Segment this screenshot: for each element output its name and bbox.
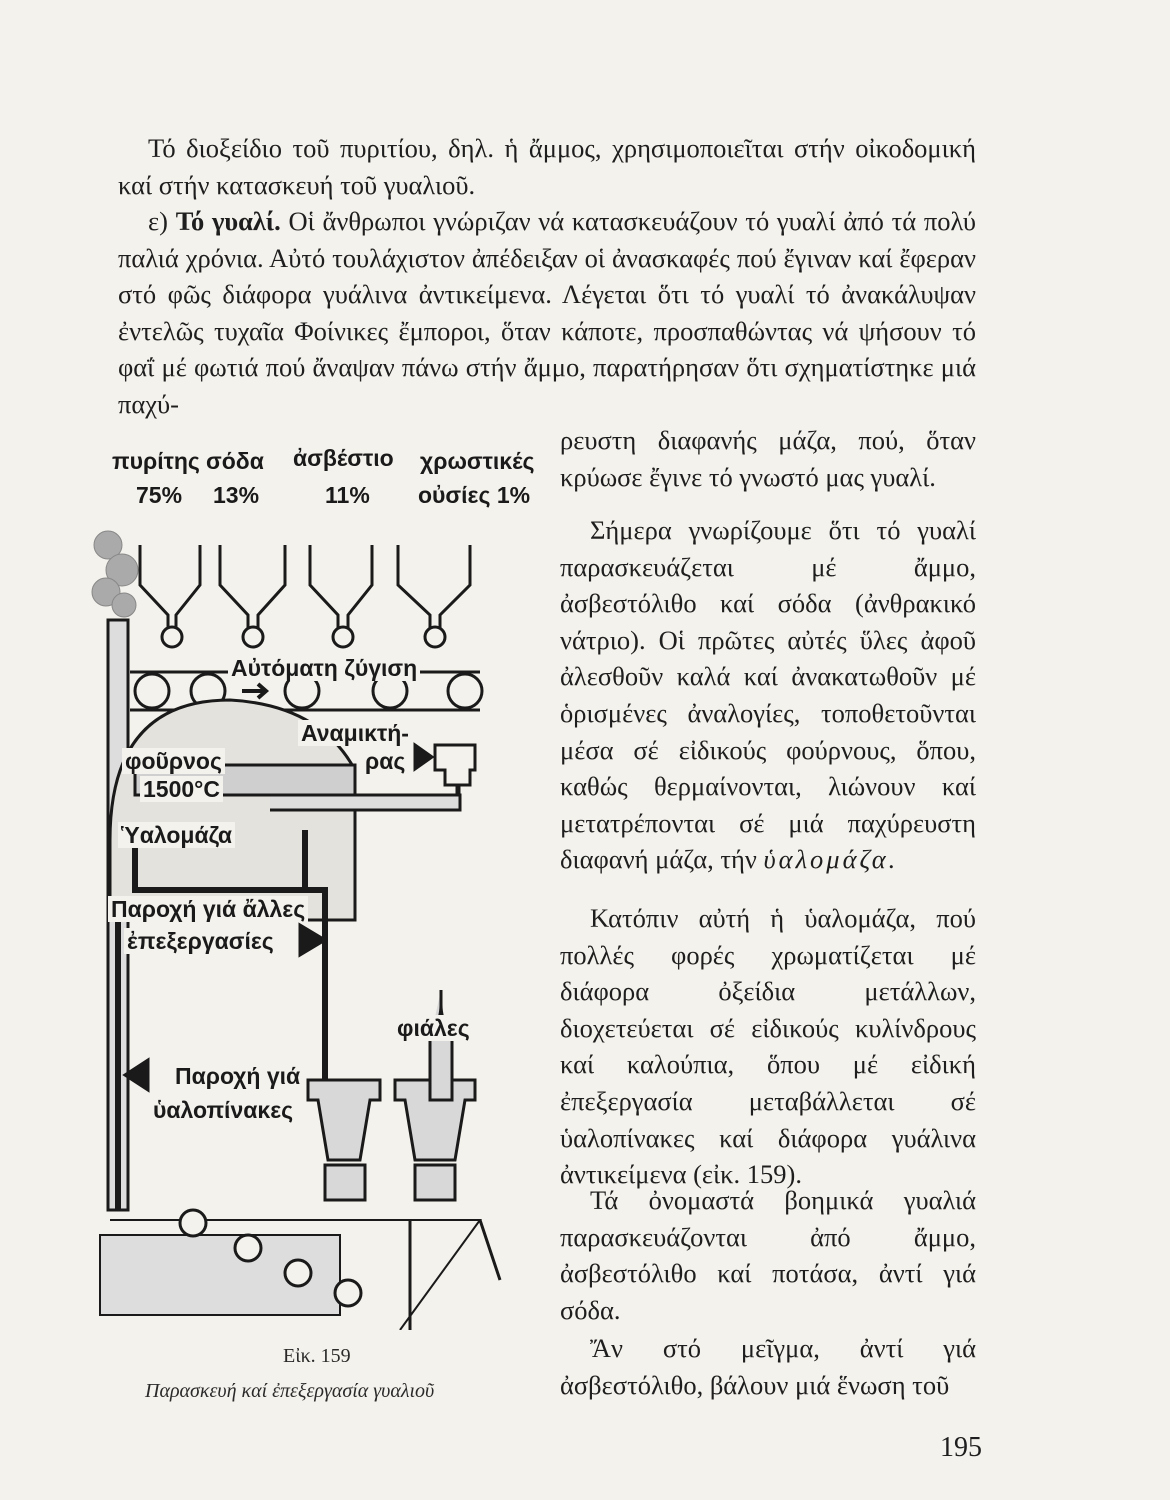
label-lime-pct: 11% bbox=[325, 482, 370, 508]
label-colorants: χρωστικές bbox=[420, 448, 535, 474]
hopper-lime bbox=[310, 545, 372, 647]
label-mixer-line1: Αναμικτή- bbox=[298, 720, 412, 746]
label-colorants-pct: οὐσίες 1% bbox=[418, 482, 531, 508]
label-soda-pct: 13% bbox=[213, 482, 260, 508]
paragraph-glass-history-end: ρευστη διαφανής μάζα, πού, ὅταν κρύωσε ἔγινε τό γνωστό μας γυαλί. bbox=[560, 425, 976, 492]
label-auto-weighing: Αὐτόματη ζύγιση bbox=[228, 655, 420, 681]
label-panes-line1: Παροχή γιά bbox=[172, 1063, 303, 1089]
label-pyrites-pct: 75% bbox=[136, 482, 183, 508]
arrow-other bbox=[300, 925, 325, 955]
section-heading: Τό γυαλί. bbox=[175, 206, 281, 236]
paragraph-glass-history: ε) Τό γυαλί. Οἱ ἄνθρωποι γνώριζαν νά κατασκευάζουν τό γυαλί ἀπό τά πολύ παλιά χρόνια. Αὐτό τουλάχιστον ἀπέδειξαν οἱ ἀνασκαφές πού ἔγιναν καί ἔφεραν στό φῶς διάφορα γυάλινα ἀντικείμενα. Λέγεται ὅτι τό γυαλί τό ἀνακάλυψαν ἐντελῶς τυχαῖα Φοίνικες ἔμποροι, ὅταν κάποτε, προσπαθώντας νά ψήσουν τό φαΐ μέ φωτιά πού ἄναψαν πάνω στήν ἄμμο, παρατήρησαν ὅτι σχηματίστηκε μιά παχύ- bbox=[118, 206, 976, 419]
label-other-line1: Παροχή γιά ἄλλες bbox=[108, 896, 308, 922]
label-other-line2: ἐπεξεργασίες bbox=[124, 928, 277, 954]
label-furnace-line2: 1500°C bbox=[140, 776, 223, 802]
label-bottles: φιάλες bbox=[394, 1015, 473, 1041]
glass-rollers bbox=[100, 1210, 500, 1330]
paragraph-silica: Τό διοξείδιο τοῦ πυριτίου, δηλ. ἡ ἄμμος, χρησιμοποιεῖται στήν οἰκοδομική καί στήν κατασκευή τοῦ γυαλιοῦ. bbox=[118, 133, 976, 200]
smoke bbox=[92, 531, 138, 617]
term-glass-mass: ὑαλομάζα. bbox=[763, 844, 899, 875]
figure-number: Εἰκ. 159 bbox=[283, 1345, 351, 1367]
label-pyrites: πυρίτης bbox=[112, 448, 200, 474]
label-panes-line2: ὑαλοπίνακες bbox=[150, 1097, 296, 1123]
hopper-soda bbox=[220, 545, 285, 647]
label-mixer-line2: ρας bbox=[362, 748, 408, 774]
paragraph-glass-processing: Κατόπιν αὐτή ἡ ὑαλομάζα, πού πολλές φορές χρωματίζεται μέ διάφορα ὀξείδια μετάλλων, διοχετεύεται σέ εἰδικούς κυλίνδρους καί καλούπια, ὅπου μέ εἰδική ἐπεξεργασία μεταβάλλεται σέ ὑαλοπίνακες καί διάφορα γυάλινα ἀντικείμενα (εἰκ. 159). bbox=[560, 903, 976, 1190]
arrow-mixer bbox=[415, 745, 432, 769]
label-lime: ἀσβέστιο bbox=[293, 445, 394, 471]
label-soda: σόδα bbox=[206, 448, 264, 474]
label-glass-mass: Ὑαλομάζα bbox=[118, 822, 235, 848]
paragraph-lead-glass: Ἄν στό μεῖγμα, ἀντί γιά ἀσβεστόλιθο, βάλουν μιά ἕνωση τοῦ bbox=[560, 1333, 976, 1400]
figure-caption: Παρασκευή καί ἐπεξεργασία γυαλιοῦ bbox=[145, 1380, 435, 1402]
paragraph-bohemian-glass: Τά ὀνομαστά βοημικά γυαλιά παρασκευάζονται ἀπό ἄμμο, ἀσβεστόλιθο καί ποτάσα, ἀντί γιά σόδα. bbox=[560, 1185, 976, 1325]
hopper-colorants bbox=[398, 545, 470, 647]
label-furnace-line1: φοῦρνος bbox=[122, 748, 225, 774]
hopper-pyrites bbox=[140, 545, 200, 647]
section-prefix: ε) bbox=[148, 206, 168, 236]
paragraph-glass-manufacture: Σήμερα γνωρίζουμε ὅτι τό γυαλί παρασκευάζεται μέ ἄμμο, ἀσβεστόλιθο καί σόδα (ἀνθρακικό νάτριο). Οἱ πρῶτες αὐτές ὕλες ἀφοῦ ἀλεσθοῦν καλά καί ἀνακατωθοῦν μέ ὁρισμένες ἀναλογίες, τοποθετοῦνται μέσα σέ εἰδικούς φούρνους, ὅπου, καθώς θερμαίνονται, λιώνουν καί μετατρέπονται σέ μιά παχύρευστη διαφανή μάζα, τήν ὑαλομάζα. bbox=[560, 515, 976, 875]
page-number: 195 bbox=[940, 1432, 982, 1463]
